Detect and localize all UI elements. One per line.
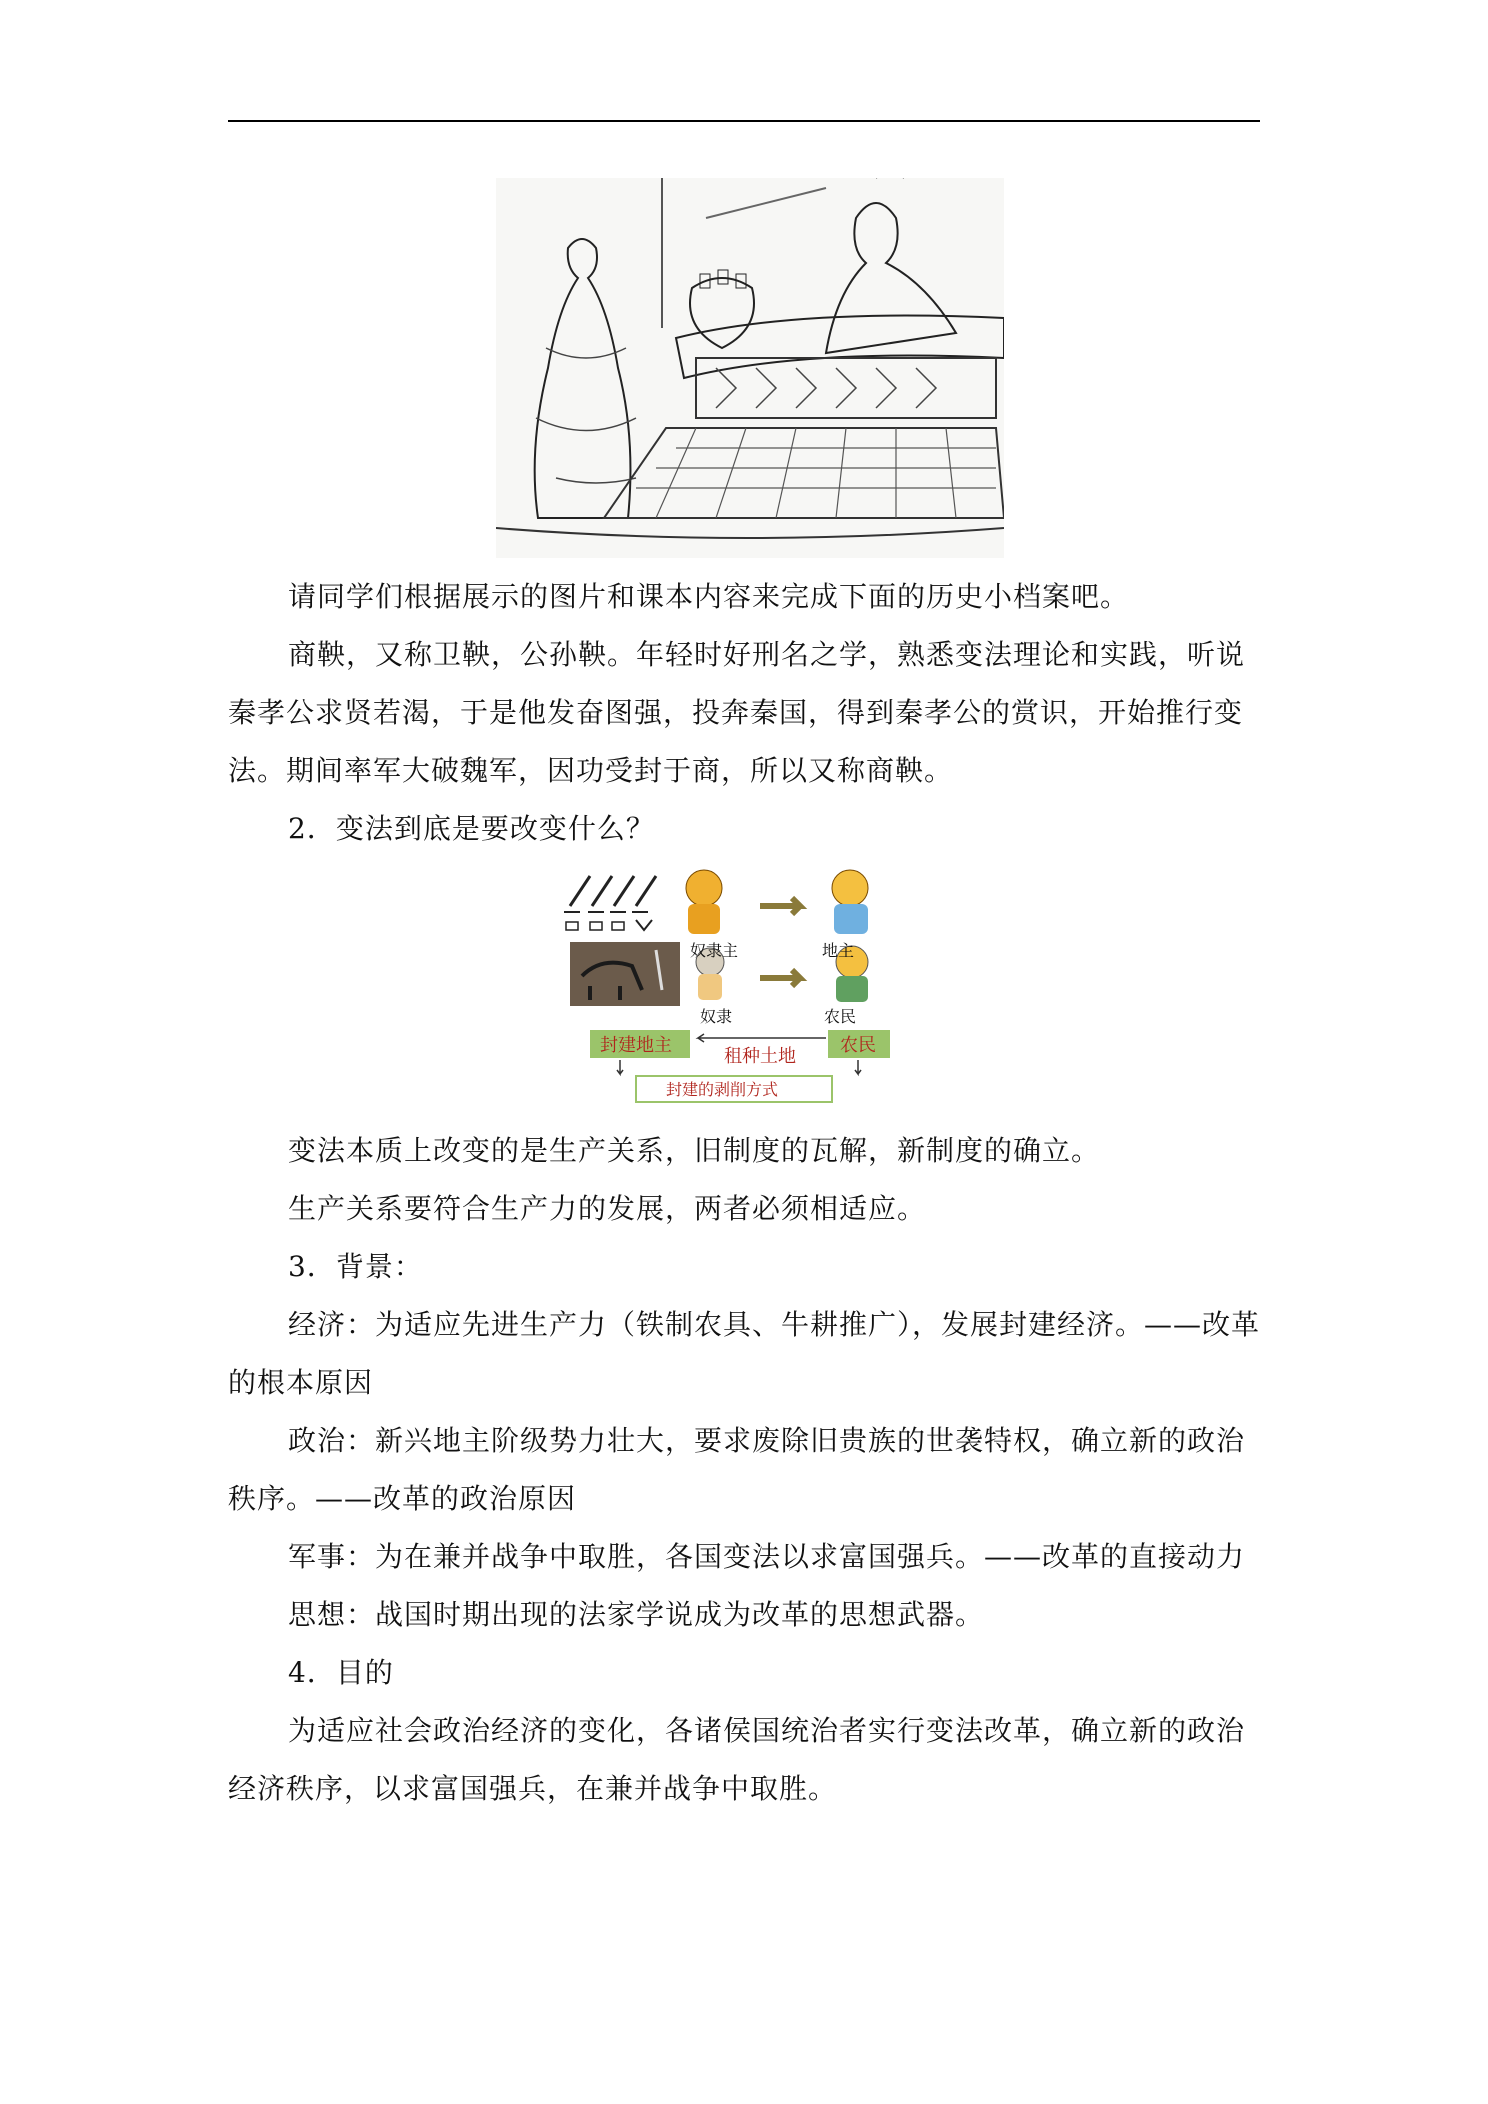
paragraph-economy: 经济：为适应先进生产力（铁制农具、牛耕推广），发展封建经济。——改革的根本原因 — [228, 1308, 1261, 1399]
label-exploitation: 封建的剥削方式 — [666, 1080, 779, 1099]
iron-tools-icon — [564, 876, 656, 930]
production-relations-diagram — [560, 866, 900, 1106]
paragraph-military: 军事：为在兼并战争中取胜，各国变法以求富国强兵。——改革的直接动力 — [288, 1540, 1246, 1573]
paragraph-instruction: 请同学们根据展示的图片和课本内容来完成下面的历史小档案吧。 — [288, 580, 1130, 613]
rent-arrow-icon — [698, 1034, 826, 1042]
illustration-drawing — [496, 178, 1004, 558]
landlord-icon — [832, 870, 868, 906]
label-feudal-landlord: 封建地主 — [600, 1035, 672, 1056]
header-rule — [228, 120, 1260, 122]
heading-question-2: 2．变法到底是要改变什么？ — [288, 812, 655, 845]
arrow-icon — [760, 898, 800, 914]
shang-yang-illustration — [496, 178, 1004, 558]
paragraph-politics: 政治：新兴地主阶级势力壮大，要求废除旧贵族的世袭特权，确立新的政治秩序。——改革的政治原因 — [228, 1424, 1246, 1515]
paragraph-essence: 变法本质上改变的是生产关系，旧制度的瓦解，新制度的确立。 — [288, 1134, 1101, 1167]
heading-purpose: 4．目的 — [288, 1656, 394, 1689]
paragraph-thought: 思想：战国时期出现的法家学说成为改革的思想武器。 — [288, 1598, 985, 1631]
diagram-svg — [560, 866, 900, 1106]
paragraph-shang-yang-bio: 商鞅，又称卫鞅，公孙鞅。年轻时好刑名之学，熟悉变法理论和实践，听说秦孝公求贤若渴，于是他发奋图强，投奔秦国，得到秦孝公的赏识，开始推行变法。期间率军大破魏军，因功受封于商，所以又称商鞅。 — [228, 638, 1246, 787]
slave-owner-icon — [686, 870, 722, 906]
label-slave-owner: 奴隶主 — [690, 941, 739, 960]
label-slave: 奴隶 — [700, 1007, 733, 1026]
label-peasant: 农民 — [824, 1007, 857, 1026]
paragraph-production-relations: 生产关系要符合生产力的发展，两者必须相适应。 — [288, 1192, 927, 1225]
paragraph-purpose: 为适应社会政治经济的变化，各诸侯国统治者实行变法改革，确立新的政治经济秩序，以求富国强兵，在兼并战争中取胜。 — [228, 1714, 1246, 1805]
label-rent-land: 租种土地 — [724, 1046, 796, 1067]
arrow-icon — [760, 970, 800, 986]
heading-background: 3．背景： — [288, 1250, 423, 1283]
label-landlord: 地主 — [822, 941, 855, 960]
label-peasant-box: 农民 — [840, 1035, 876, 1056]
